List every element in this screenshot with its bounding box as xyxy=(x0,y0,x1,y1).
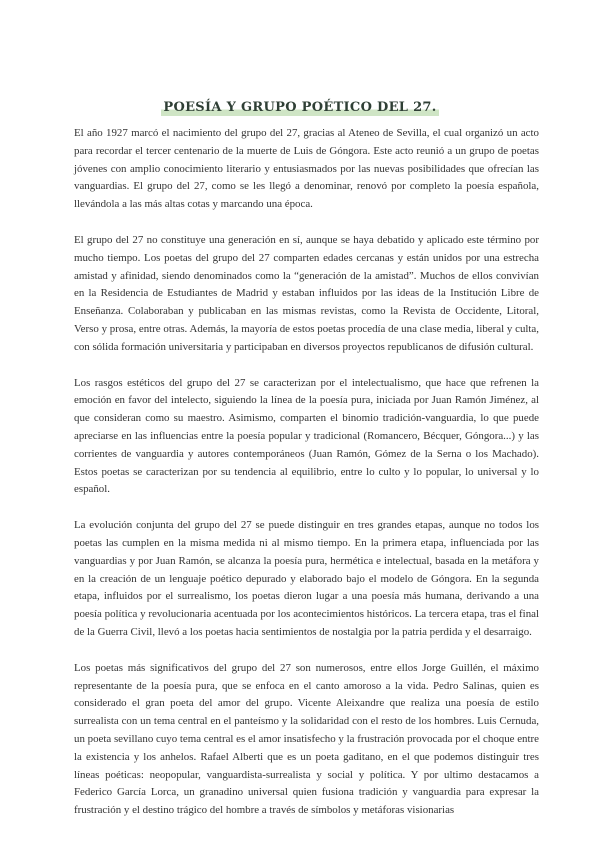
paragraph-generation: El grupo del 27 no constituye una generación en sí, aunque se haya debatido y aplicado este término por mucho tiempo. Los poetas del grupo del 27 comparten edades cercanas y están unidos por una estrecha amistad y afinidad, siendo denominados como la “generación de la amistad”. Muchos de ellos convivían en la Residencia de Estudiantes de Madrid y estaban influidos por las ideas de la Institución Libre de Enseñanza. Colaboraban y publicaban en las mismas revistas, como la Revista de Occidente, Litoral, Verso y prosa, entre otras. Además, la mayoría de estos poetas procedía de una clase media, liberal y culta, con sólida formación universitaria y participaban en diversos proyectos republicanos de difusión cultural. xyxy=(74,233,539,353)
paragraph-evolution: La evolución conjunta del grupo del 27 se puede distinguir en tres grandes etapas, aunque no todos los poetas las cumplen en la misma medida ni al mismo tiempo. En la primera etapa, influenciada por las vanguardias y por Juan Ramón, se alcanza la poesía pura, hermética e intelectual, basada en la metáfora y en la creación de un lenguaje poético depurado y elaborado bajo el modelo de Góngora. En la segunda etapa, influidos por el surrealismo, los poetas dieron lugar a una poesía más humana, derivando a una poesía política y revolucionaria acentuada por los acontecimientos históricos. La tercera etapa, tras el final de la Guerra Civil, llevó a los poetas hacia sentimientos de nostalgia por la patria perdida y el desarraigo. xyxy=(74,519,539,638)
title-wrapper xyxy=(0,98,600,116)
document-body xyxy=(74,125,539,838)
paragraph-aesthetics: Los rasgos estéticos del grupo del 27 se caracterizan por el intelectualismo, que hace que refrenen la emoción en favor del intelecto, siguiendo la línea de la poesía pura, iniciada por Juan Ramón Jiménez, al que consideran como su maestro. Asimismo, comparten el binomio tradición-vanguardia, lo que puede apreciarse en las influencias entre la poesía popular y tradicional (Romancero, Bécquer, Góngora...) y las corrientes de vanguardia y autores contemporáneos (Juan Ramón, Gómez de la Serna o los Machado). Estos poetas se caracterizan por su tendencia al equilibrio, entre lo culto y lo popular, lo universal y lo español. xyxy=(74,376,539,496)
paragraph-poets: Los poetas más significativos del grupo del 27 son numerosos, entre ellos Jorge Guillén, el máximo representante de la poesía pura, que se enfoca en el canto amoroso a la vida. Pedro Salinas, quien es considerado el gran poeta del amor del grupo. Vicente Aleixandre que realiza una poesía de estilo surrealista con un tema central en el panteísmo y la solidaridad con el resto de los hombres. Luis Cernuda, un poeta sevillano cuyo tema central es el amor insatisfecho y la frustración provocada por el choque entre la existencia y los anhelos. Rafael Alberti que es un poeta gaditano, en el que podemos distinguir tres líneas poéticas: neopopular, vanguardista-surrealista y social y política. Y por ultimo destacamos a Federico García Lorca, un granadino universal quien fusiona tradición y vanguardia para expresar la frustración y el destino trágico del hombre a través de símbolos y metáforas visionarias xyxy=(74,661,539,817)
page-title: POESÍA Y GRUPO POÉTICO DEL 27. xyxy=(163,100,437,115)
paragraph-origin: El año 1927 marcó el nacimiento del grupo del 27, gracias al Ateneo de Sevilla, el cual organizó un acto para recordar el tercer centenario de la muerte de Luis de Góngora. Este acto reunió a un grupo de poetas jóvenes con amplio conocimiento literario y entusiasmados por las nuevas posibilidades que ofrecían las vanguardias. El grupo del 27, como se les llegó a denominar, renovó por completo la poesía española, llevándola a las más altas cotas y marcando una época. xyxy=(74,127,539,211)
